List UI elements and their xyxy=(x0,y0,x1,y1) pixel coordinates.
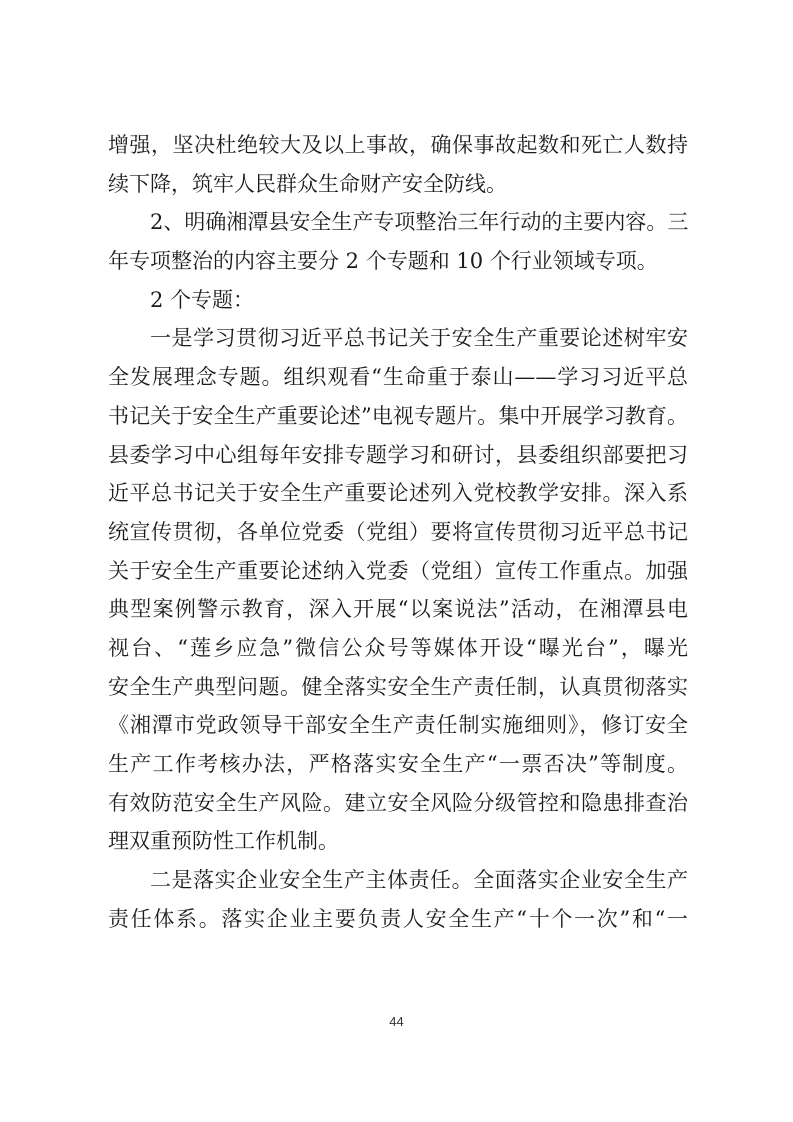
body-text xyxy=(108,126,688,938)
text-line: 统宣传贯彻，各单位党委（党组）要将宣传贯彻习近平总书记 xyxy=(108,519,688,544)
text-line: 理双重预防性工作机制。 xyxy=(108,829,339,854)
text-line: 全发展理念专题。组织观看“生命重于泰山——学习习近平总 xyxy=(108,365,688,390)
text-line: 年专项整治的内容主要分 2 个专题和 10 个行业领域专项。 xyxy=(108,249,658,274)
text-line: 一是学习贯彻习近平总书记关于安全生产重要论述树牢安 xyxy=(150,326,688,351)
text-line: 县委学习中心组每年安排专题学习和研讨，县委组织部要把习 xyxy=(108,442,688,467)
text-line: 续下降，筑牢人民群众生命财产安全防线。 xyxy=(108,171,507,196)
text-line: 书记关于安全生产重要论述”电视专题片。集中开展学习教育。 xyxy=(108,403,688,428)
text-line: 2、明确湘潭县安全生产专项整治三年行动的主要内容。三 xyxy=(150,210,689,235)
text-line: 视台、“莲乡应急”微信公众号等媒体开设“曝光台”，曝光 xyxy=(108,635,688,660)
text-line: 关于安全生产重要论述纳入党委（党组）宣传工作重点。加强 xyxy=(108,558,688,583)
text-line: 二是落实企业安全生产主体责任。全面落实企业安全生产 xyxy=(150,868,688,893)
text-line: 增强，坚决杜绝较大及以上事故，确保事故起数和死亡人数持 xyxy=(108,133,688,157)
text-line: 近平总书记关于安全生产重要论述列入党校教学安排。深入系 xyxy=(108,481,688,506)
text-line: 生产工作考核办法，严格落实安全生产“一票否决”等制度。 xyxy=(108,752,688,776)
page-number: 44 xyxy=(389,1014,404,1029)
text-line: 典型案例警示教育，深入开展“以案说法”活动，在湘潭县电 xyxy=(108,597,688,622)
text-line: 《湘潭市党政领导干部安全生产责任制实施细则》，修订安全 xyxy=(108,713,688,738)
text-line: 安全生产典型问题。健全落实安全生产责任制，认真贯彻落实 xyxy=(108,674,688,699)
text-line: 有效防范安全生产风险。建立安全风险分级管控和隐患排查治 xyxy=(108,790,688,815)
text-line: 2 个专题： xyxy=(150,287,255,312)
text-line: 责任体系。落实企业主要负责人安全生产“十个一次”和“一 xyxy=(108,906,688,931)
